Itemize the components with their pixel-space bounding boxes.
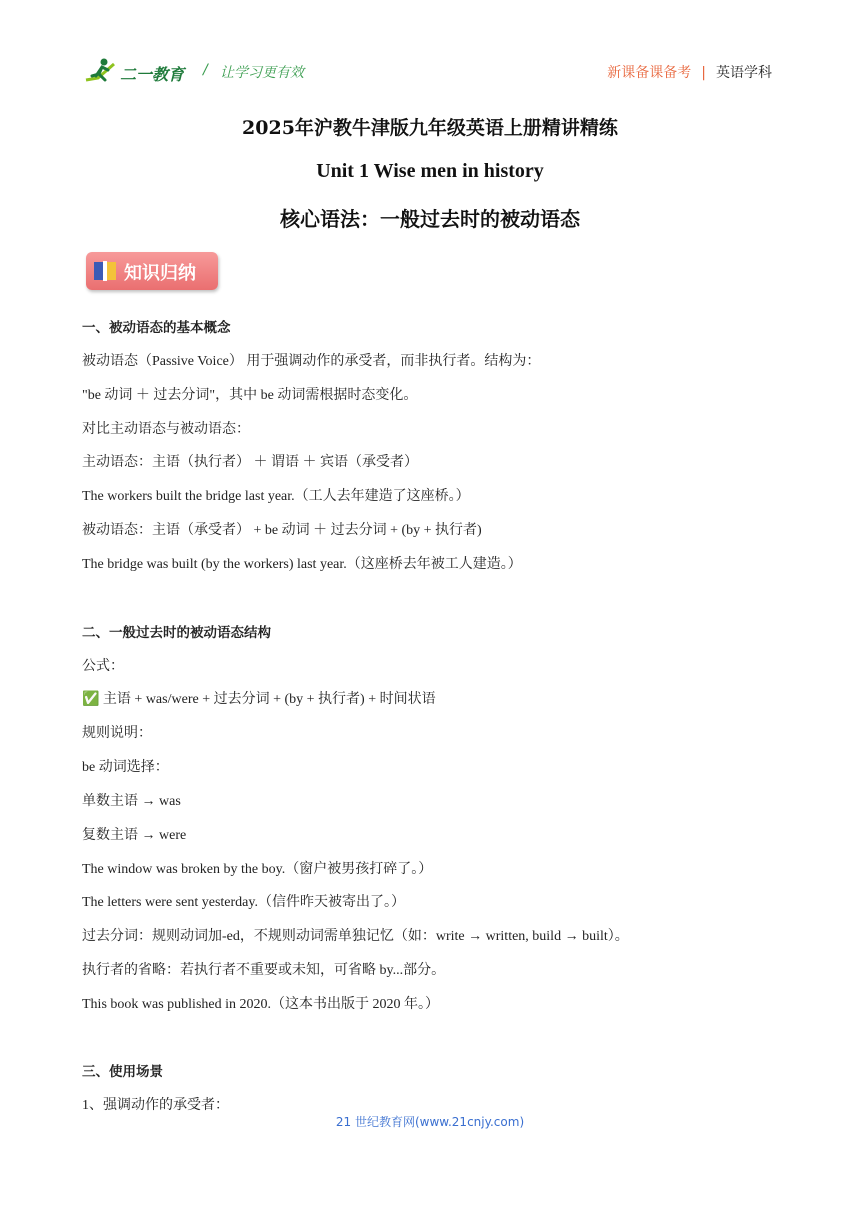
text-line: 规则说明： [82, 726, 152, 741]
badge-label: 知识归纳 [124, 263, 196, 284]
knowledge-badge [86, 252, 218, 290]
text-line: 主动语态：主语（执行者） ＋ 谓语 ＋ 宾语（承受者） [82, 455, 418, 470]
text-line: 1、强调动作的承受者： [82, 1098, 229, 1113]
header-highlight: 新课备课备考 [607, 65, 692, 81]
formula-line: ✅ 主语 + was/were + 过去分词 + (by + 执行者) + 时间状语 [82, 692, 436, 707]
section-heading-1: 一、被动语态的基本概念 [82, 320, 231, 336]
unit-title: Unit 1 Wise men in history [316, 160, 544, 182]
slogan-separator: / [203, 62, 208, 78]
text-line: 复数主语 → were [82, 828, 187, 843]
text-line: 被动语态：主语（承受者） + be 动词 ＋ 过去分词 + (by + 执行者) [82, 523, 482, 538]
example-line: The window was broken by the boy.（窗户被男孩打碎了。） [82, 862, 433, 877]
logo-text: 二一教育 [120, 65, 185, 84]
example-line: The workers built the bridge last year.（工人去年建造了这座桥。） [82, 489, 470, 504]
topic-title: 核心语法：一般过去时的被动语态 [280, 207, 580, 231]
section-heading-2: 二、一般过去时的被动语态结构 [82, 625, 271, 641]
text-line: 公式： [82, 659, 124, 674]
example-line: The letters were sent yesterday.（信件昨天被寄出了。） [82, 895, 405, 910]
slogan: 让学习更有效 [220, 65, 304, 81]
example-line: The bridge was built (by the workers) last year.（这座桥去年被工人建造。） [82, 557, 522, 572]
page-header [0, 0, 860, 100]
header-right [607, 62, 772, 82]
header-subject: 英语学科 [716, 65, 772, 81]
section-heading-3: 三、使用场景 [82, 1064, 163, 1080]
text-line: 执行者的省略：若执行者不重要或未知，可省略 by...部分。 [82, 963, 446, 978]
text-line: be 动词选择： [82, 760, 169, 775]
text-line: 单数主语 → was [82, 794, 181, 809]
runner-logo-icon [84, 56, 120, 86]
header-separator: | [701, 65, 706, 81]
example-line: This book was published in 2020.（这本书出版于 2020 年。） [82, 997, 439, 1012]
logo [84, 56, 194, 88]
text-line: 对比主动语态与被动语态： [82, 422, 250, 437]
text-line: 过去分词：规则动词加-ed，不规则动词需单独记忆（如：write → written, build → built）。 [82, 929, 629, 944]
page-footer: 21 世纪教育网(www.21cnjy.com) [335, 1115, 525, 1129]
book-icon [92, 258, 118, 284]
main-title: 2025年沪教牛津版九年级英语上册精讲精练 [242, 117, 618, 139]
text-line: "be 动词 ＋ 过去分词"，其中 be 动词需根据时态变化。 [82, 388, 418, 403]
text-line: 被动语态（Passive Voice） 用于强调动作的承受者，而非执行者。结构为： [82, 354, 541, 369]
